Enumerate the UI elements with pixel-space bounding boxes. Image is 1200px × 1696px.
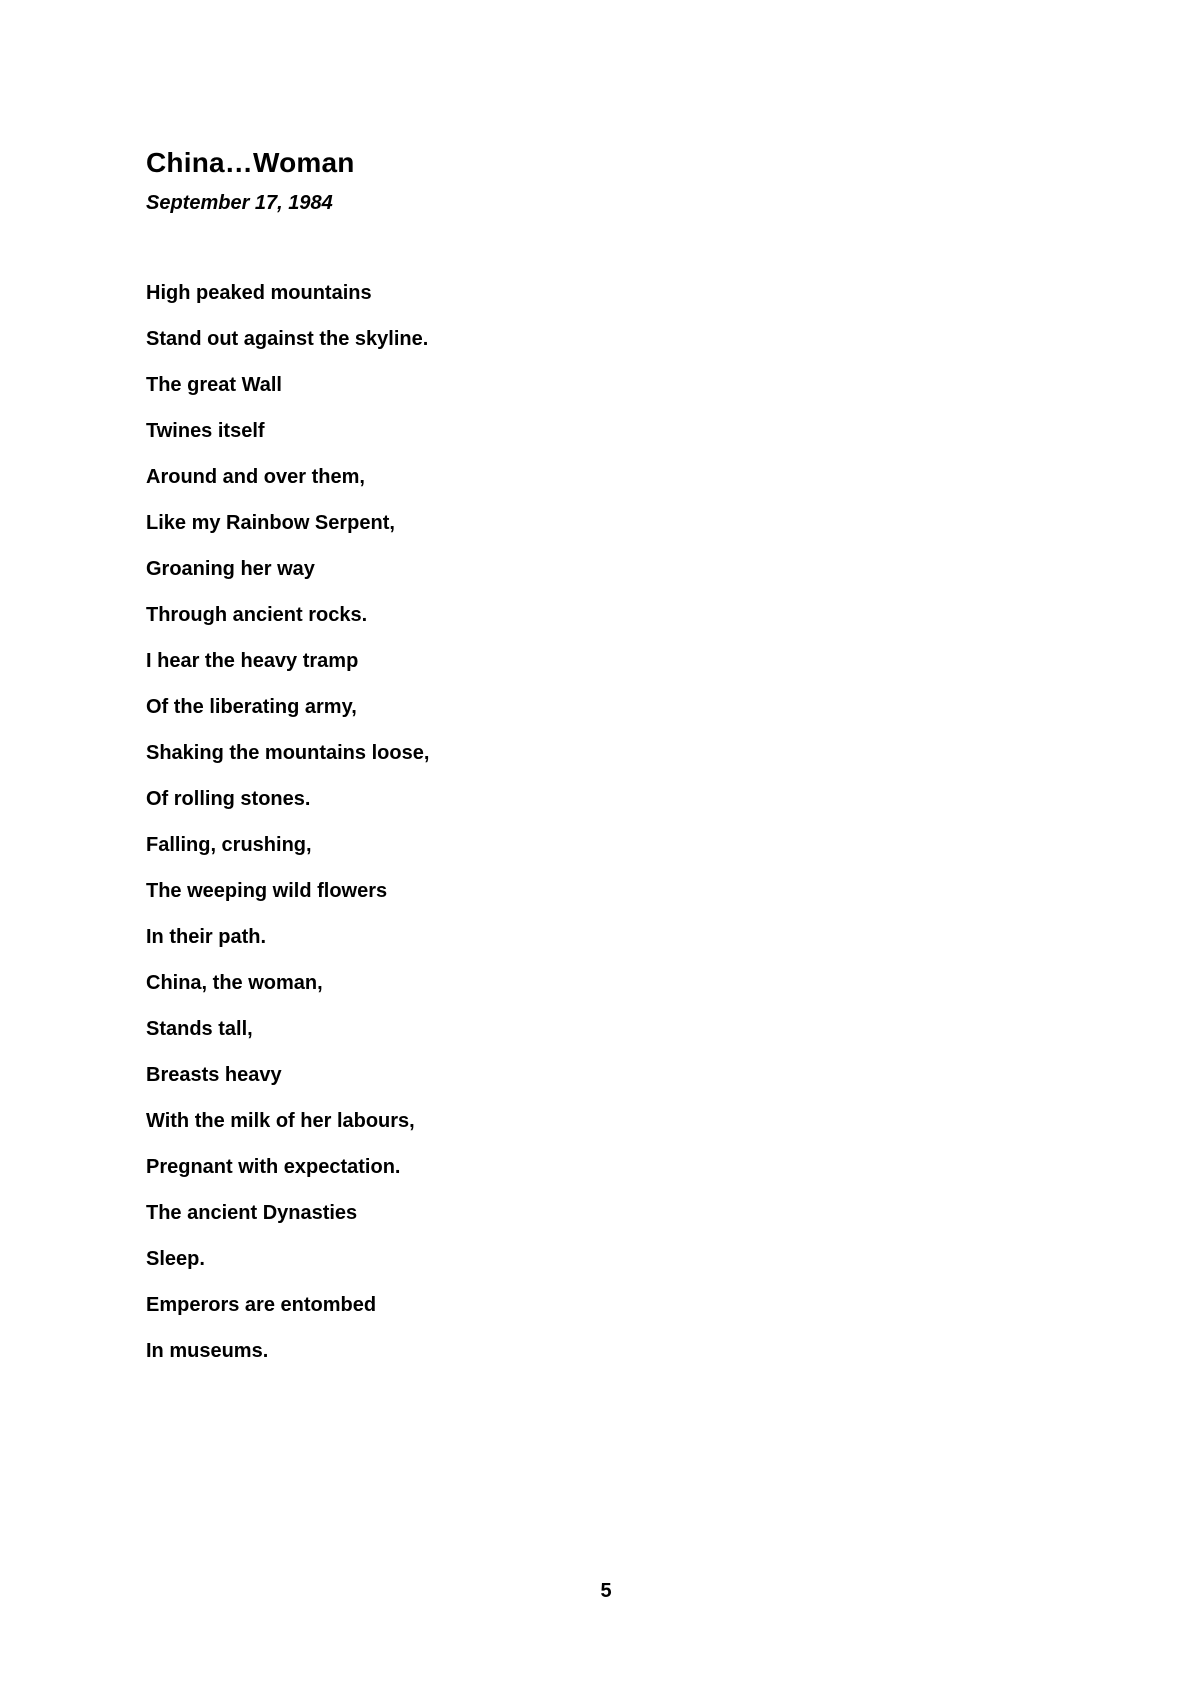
poem-line: In museums.: [146, 1340, 269, 1362]
poem-line: I hear the heavy tramp: [146, 650, 359, 672]
poem-line: The ancient Dynasties: [146, 1202, 358, 1224]
poem-title: China…Woman: [146, 147, 355, 178]
poem-line: Sleep.: [146, 1248, 205, 1270]
poem-line: Around and over them,: [146, 466, 365, 488]
poem-line: Through ancient rocks.: [146, 604, 368, 626]
poem-line: In their path.: [146, 926, 266, 948]
poem-line: Pregnant with expectation.: [146, 1156, 401, 1178]
poem-date: September 17, 1984: [146, 192, 333, 214]
poem-line: The great Wall: [146, 374, 282, 396]
poem-line: Stand out against the skyline.: [146, 328, 429, 350]
poem-line: Of rolling stones.: [146, 788, 311, 810]
poem-line: Breasts heavy: [146, 1064, 282, 1086]
poem-line: Like my Rainbow Serpent,: [146, 512, 395, 534]
poem-line: Emperors are entombed: [146, 1294, 377, 1316]
poem-line: Groaning her way: [146, 558, 315, 580]
poem-line: High peaked mountains: [146, 282, 372, 304]
poem-line: With the milk of her labours,: [146, 1110, 415, 1132]
poem-line: Falling, crushing,: [146, 834, 312, 856]
poem-line: Of the liberating army,: [146, 696, 357, 718]
poem-line: China, the woman,: [146, 972, 323, 994]
page-number: 5: [600, 1580, 612, 1602]
poem-line: Twines itself: [146, 420, 265, 442]
poem-line: The weeping wild flowers: [146, 880, 388, 902]
poem-body: [146, 280, 429, 1384]
poem-line: Stands tall,: [146, 1018, 253, 1040]
poem-line: Shaking the mountains loose,: [146, 742, 430, 764]
